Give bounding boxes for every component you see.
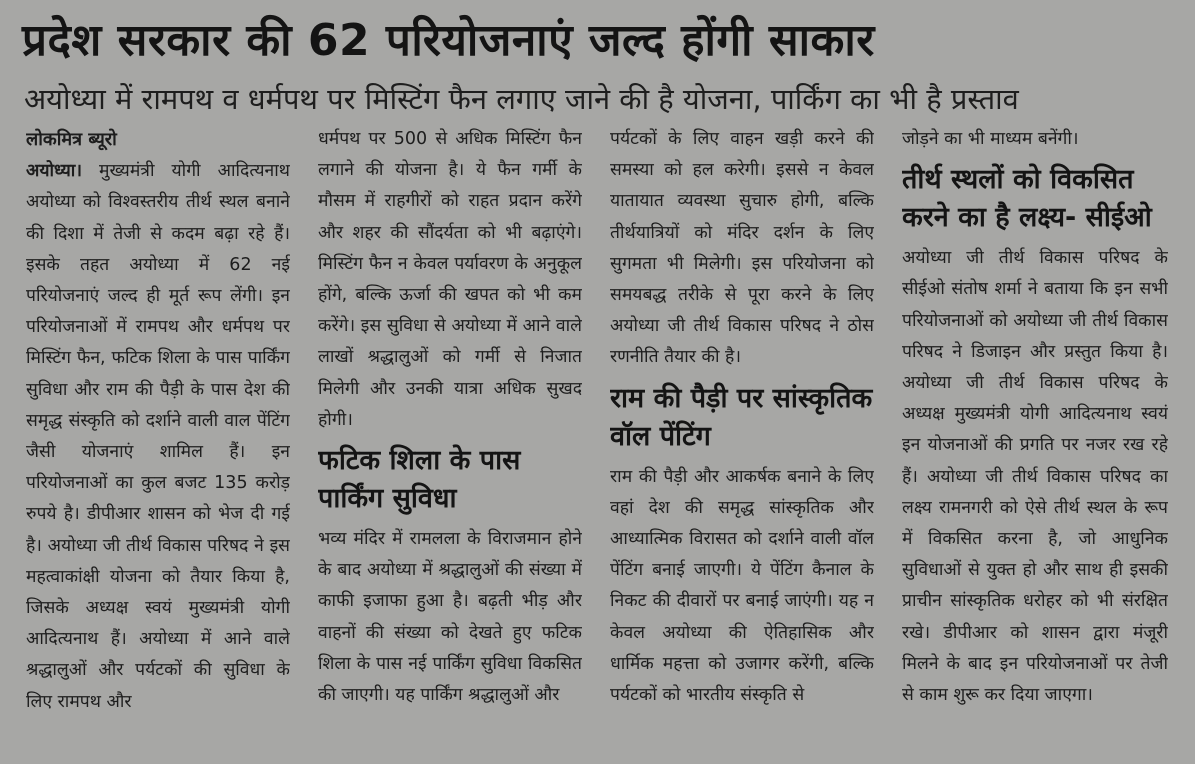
byline-text: लोकमित्र ब्यूरो	[26, 129, 117, 150]
paragraph-7: अयोध्या जी तीर्थ विकास परिषद के सीईओ संतोष शर्मा ने बताया कि इन सभी परियोजनाओं को अयोध्या जी तीर्थ विकास परिषद ने डिजाइन और प्रस्तुत किया है। अयोध्या जी तीर्थ विकास परिषद के अध्यक्ष मुख्यमंत्री योगी आदित्यनाथ स्वयं इन योजनाओं की प्रगति पर नजर रख रहे हैं। अयोध्या जी तीर्थ विकास परिषद का लक्ष्य रामनगरी को ऐसे तीर्थ स्थल के रूप में विकसित करना है, जो आधुनिक सुविधाओं से युक्त हो और साथ ही इसकी प्राचीन सांस्कृतिक धरोहर को भी संरक्षित रखे। डीपीआर को शासन द्वारा मंजूरी मिलने के बाद इन परियोजनाओं पर तेजी से काम शुरू कर दिया जाएगा।	[902, 248, 1168, 706]
paragraph-1: मुख्यमंत्री योगी आदित्यनाथ अयोध्या को विश्वस्तरीय तीर्थ स्थल बनाने की दिशा में तेजी से कदम बढ़ा रहे हैं। इसके तहत अयोध्या में 62 नई परियोजनाएं जल्द ही मूर्त रूप लेंगी। इन परियोजनाओं में रामपथ और धर्मपथ पर मिस्टिंग फैन, फटिक शिला के पास पार्किंग सुविधा और राम की पैड़ी के पास देश की समृद्ध संस्कृति को दर्शाने वाली वाल पेंटिंग जैसी योजनाएं शामिल हैं। इन परियोजनाओं का कुल बजट 135 करोड़ रुपये है। डीपीआर शासन को भेज दी गई है। अयोध्या जी तीर्थ विकास परिषद ने इस महत्वाकांक्षी योजना को तैयार किया है, जिसके अध्यक्ष स्वयं मुख्यमंत्री योगी आदित्यनाथ हैं। अयोध्या में आने वाले श्रद्धालुओं और पर्यटकों की सुविधा के लिए रामपथ और	[26, 161, 290, 712]
column-2	[318, 124, 582, 756]
byline	[26, 124, 290, 156]
paragraph-5: राम की पैड़ी और आकर्षक बनाने के लिए वहां देश की समृद्ध सांस्कृतिक और आध्यात्मिक विरासत को दर्शाने वाली वॉल पेंटिंग बनाई जाएगी। ये पेंटिंग कैनाल के निकट की दीवारों पर बनाई जाएंगी। यह न केवल अयोध्या की ऐतिहासिक और धार्मिक महत्ता को उजागर करेंगी, बल्कि पर्यटकों को भारतीय संस्कृति से	[610, 466, 874, 706]
paragraph-3: भव्य मंदिर में रामलला के विराजमान होने के बाद अयोध्या में श्रद्धालुओं की संख्या में काफी इजाफा हुआ है। बढ़ती भीड़ और वाहनों की संख्या को देखते हुए फटिक शिला के पास नई पार्किंग सुविधा विकसित की जाएगी। यह पार्किंग श्रद्धालुओं और	[318, 529, 582, 706]
column-4	[902, 124, 1168, 756]
paragraph-4: पर्यटकों के लिए वाहन खड़ी करने की समस्या को हल करेगी। इससे न केवल यातायात व्यवस्था सुचारु होगी, बल्कि तीर्थयात्रियों को मंदिर दर्शन के लिए सुगमता भी मिलेगी। इस परियोजना को समयबद्ध तरीके से पूरा करने के लिए अयोध्या जी तीर्थ विकास परिषद ने ठोस रणनीति तैयार की है।	[610, 129, 874, 368]
subheading-wall-painting: राम की पैड़ी पर सांस्कृतिक वॉल पेंटिंग	[610, 382, 873, 452]
column-3	[610, 124, 874, 756]
paragraph-2: धर्मपथ पर 500 से अधिक मिस्टिंग फैन लगाने की योजना है। ये फैन गर्मी के मौसम में राहगीरों को राहत प्रदान करेंगे और शहर की सौंदर्यता को भी बढ़ाएंगे। मिस्टिंग फैन न केवल पर्यावरण के अनुकूल होंगे, बल्कि ऊर्जा की खपत को भी कम करेंगे। इस सुविधा से अयोध्या में आने वाले लाखों श्रद्धालुओं को गर्मी से निजात मिलेगी और उनकी यात्रा अधिक सुखद होगी।	[318, 129, 582, 430]
paragraph-intro	[26, 156, 290, 718]
subheading-parking: फटिक शिला के पास पार्किंग सुविधा	[318, 445, 521, 515]
column-1	[26, 124, 290, 756]
paragraph-6: जोड़ने का भी माध्यम बनेंगी।	[902, 129, 1079, 149]
dateline: अयोध्या।	[26, 161, 82, 182]
subheadline: अयोध्या में रामपथ व धर्मपथ पर मिस्टिंग फैन लगाए जाने की है योजना, पार्किंग का भी है प्रस्ताव	[24, 82, 1019, 116]
subheading-ceo: तीर्थ स्थलों को विकसित करने का है लक्ष्य- सीईओ	[902, 164, 1152, 234]
headline: प्रदेश सरकार की 62 परियोजनाएं जल्द होंगी साकार	[22, 15, 875, 66]
